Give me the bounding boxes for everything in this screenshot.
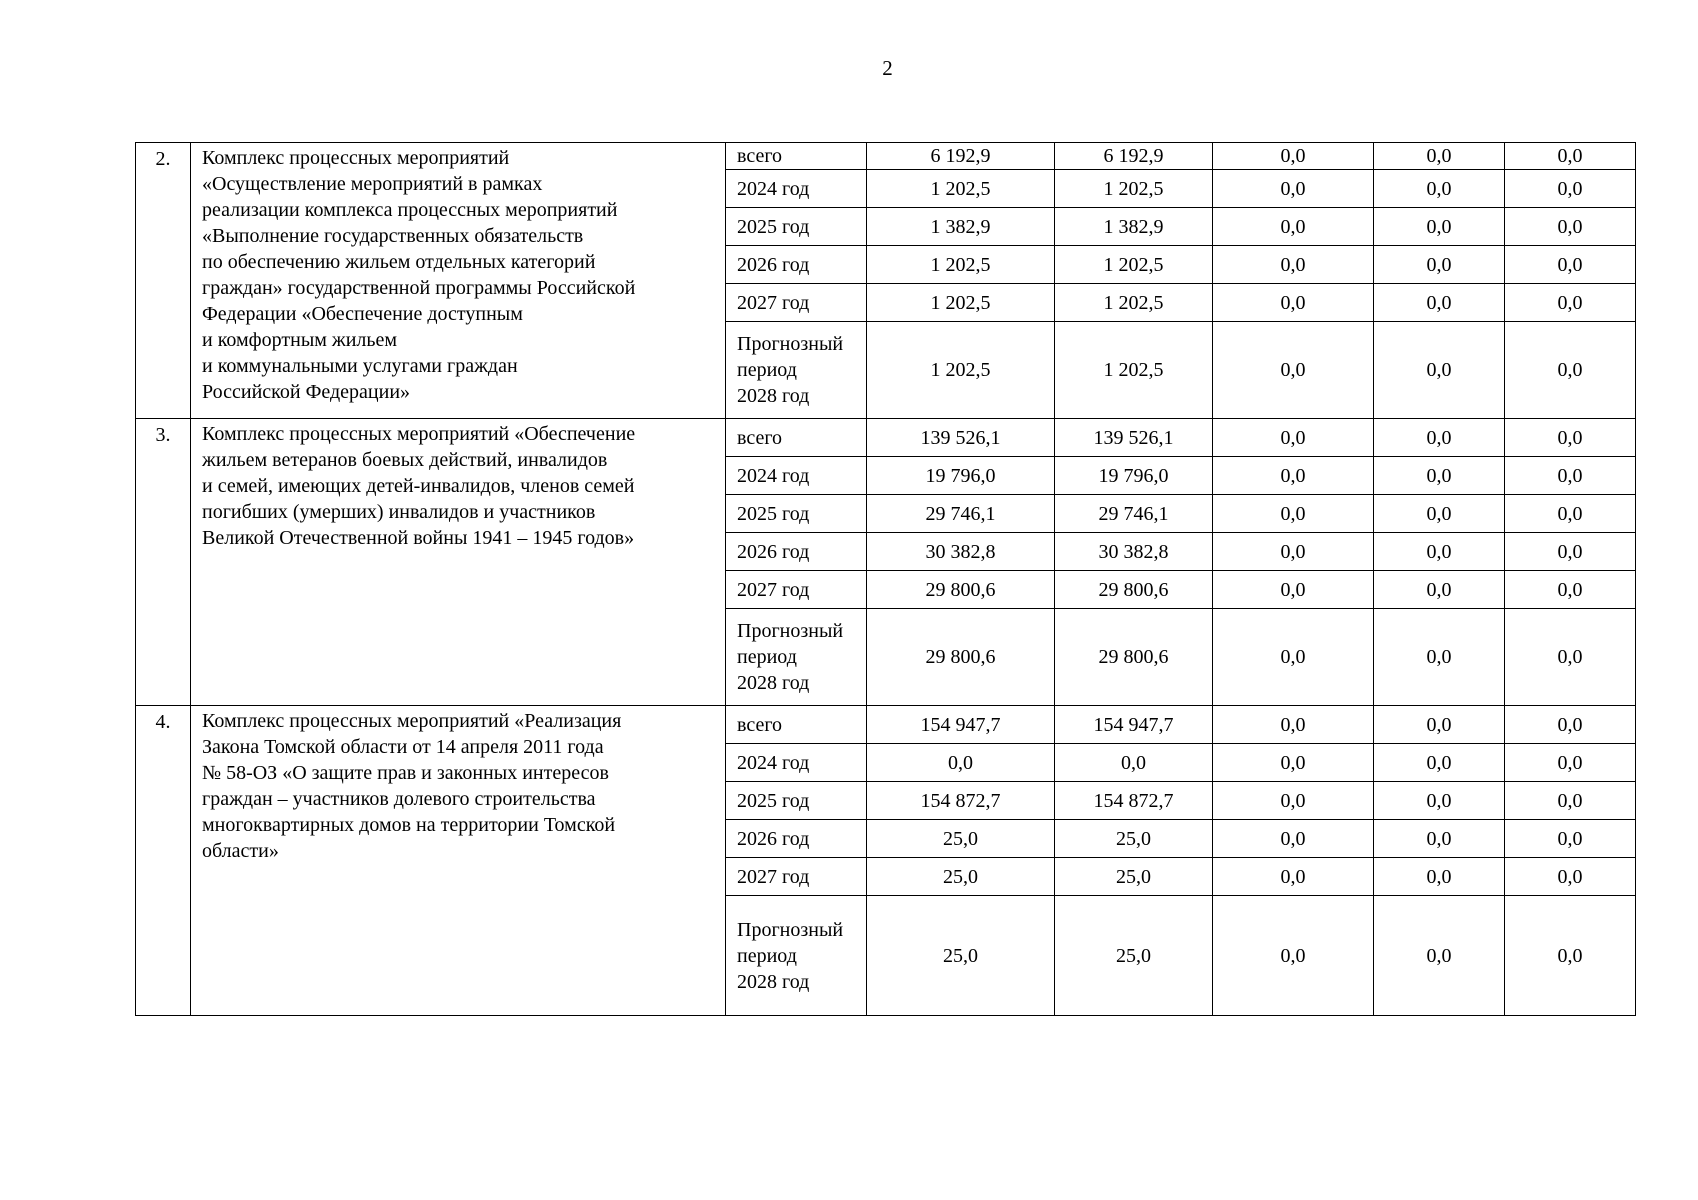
value-cell-2: 25,0 [1055, 896, 1213, 1016]
value-cell-5: 0,0 [1505, 609, 1636, 706]
period-label: 2024 год [726, 744, 867, 782]
value-cell-2: 1 202,5 [1055, 170, 1213, 208]
value-cell-4: 0,0 [1374, 744, 1505, 782]
period-label: всего [726, 419, 867, 457]
value-cell-2: 25,0 [1055, 858, 1213, 896]
value-cell-5: 0,0 [1505, 744, 1636, 782]
value-cell-3: 0,0 [1213, 706, 1374, 744]
value-cell-5: 0,0 [1505, 495, 1636, 533]
value-cell-4: 0,0 [1374, 896, 1505, 1016]
period-label: 2026 год [726, 533, 867, 571]
value-cell-3: 0,0 [1213, 170, 1374, 208]
value-cell-2: 1 202,5 [1055, 246, 1213, 284]
value-cell-3: 0,0 [1213, 322, 1374, 419]
program-number: 3. [136, 419, 191, 706]
value-cell-5: 0,0 [1505, 284, 1636, 322]
value-cell-3: 0,0 [1213, 208, 1374, 246]
program-number: 2. [136, 143, 191, 419]
period-label: 2024 год [726, 170, 867, 208]
value-cell-3: 0,0 [1213, 284, 1374, 322]
period-label: всего [726, 706, 867, 744]
value-cell-2: 154 872,7 [1055, 782, 1213, 820]
value-cell-1: 154 947,7 [867, 706, 1055, 744]
value-cell-5: 0,0 [1505, 571, 1636, 609]
value-cell-4: 0,0 [1374, 284, 1505, 322]
value-cell-5: 0,0 [1505, 820, 1636, 858]
value-cell-4: 0,0 [1374, 208, 1505, 246]
value-cell-2: 6 192,9 [1055, 143, 1213, 170]
period-label: 2026 год [726, 246, 867, 284]
period-label: 2026 год [726, 820, 867, 858]
value-cell-2: 139 526,1 [1055, 419, 1213, 457]
period-label: 2027 год [726, 571, 867, 609]
value-cell-4: 0,0 [1374, 322, 1505, 419]
value-cell-4: 0,0 [1374, 706, 1505, 744]
value-cell-4: 0,0 [1374, 609, 1505, 706]
value-cell-4: 0,0 [1374, 457, 1505, 495]
value-cell-5: 0,0 [1505, 896, 1636, 1016]
period-label: 2027 год [726, 858, 867, 896]
value-cell-2: 1 202,5 [1055, 322, 1213, 419]
table-body [136, 143, 1636, 1016]
value-cell-2: 19 796,0 [1055, 457, 1213, 495]
value-cell-1: 0,0 [867, 744, 1055, 782]
value-cell-5: 0,0 [1505, 706, 1636, 744]
value-cell-5: 0,0 [1505, 143, 1636, 170]
value-cell-2: 29 746,1 [1055, 495, 1213, 533]
value-cell-3: 0,0 [1213, 820, 1374, 858]
value-cell-3: 0,0 [1213, 419, 1374, 457]
value-cell-1: 29 800,6 [867, 609, 1055, 706]
period-label: 2025 год [726, 495, 867, 533]
value-cell-5: 0,0 [1505, 782, 1636, 820]
value-cell-1: 154 872,7 [867, 782, 1055, 820]
value-cell-1: 1 202,5 [867, 246, 1055, 284]
value-cell-4: 0,0 [1374, 533, 1505, 571]
program-row-total [136, 419, 1636, 457]
program-name: Комплекс процессных мероприятий «Обеспечение жильем ветеранов боевых действий, инвалидов и семей, имеющих детей-инвалидов, членов семей погибших (умерших) инвалидов и участников Великой Отечественной войны 1941 – 1945 годов» [191, 419, 726, 706]
value-cell-5: 0,0 [1505, 208, 1636, 246]
value-cell-4: 0,0 [1374, 419, 1505, 457]
value-cell-2: 1 382,9 [1055, 208, 1213, 246]
value-cell-1: 139 526,1 [867, 419, 1055, 457]
value-cell-3: 0,0 [1213, 246, 1374, 284]
value-cell-3: 0,0 [1213, 896, 1374, 1016]
period-label: всего [726, 143, 867, 170]
value-cell-5: 0,0 [1505, 170, 1636, 208]
value-cell-5: 0,0 [1505, 533, 1636, 571]
period-label: Прогнозный период 2028 год [726, 322, 867, 419]
value-cell-3: 0,0 [1213, 782, 1374, 820]
value-cell-4: 0,0 [1374, 820, 1505, 858]
value-cell-5: 0,0 [1505, 858, 1636, 896]
program-number: 4. [136, 706, 191, 1016]
period-label: 2025 год [726, 208, 867, 246]
value-cell-1: 29 800,6 [867, 571, 1055, 609]
value-cell-1: 1 202,5 [867, 284, 1055, 322]
value-cell-4: 0,0 [1374, 246, 1505, 284]
value-cell-3: 0,0 [1213, 609, 1374, 706]
value-cell-2: 25,0 [1055, 820, 1213, 858]
value-cell-2: 154 947,7 [1055, 706, 1213, 744]
value-cell-4: 0,0 [1374, 495, 1505, 533]
value-cell-3: 0,0 [1213, 744, 1374, 782]
value-cell-4: 0,0 [1374, 170, 1505, 208]
program-row-total [136, 706, 1636, 744]
value-cell-5: 0,0 [1505, 322, 1636, 419]
program-name: Комплекс процессных мероприятий «Осуществление мероприятий в рамках реализации комплекса процессных мероприятий «Выполнение государственных обязательств по обеспечению жильем отдельных категорий граждан» государственной программы Российской Федерации «Обеспечение доступным и комфортным жильем и коммунальными услугами граждан Российской Федерации» [191, 143, 726, 419]
value-cell-2: 29 800,6 [1055, 609, 1213, 706]
value-cell-1: 1 202,5 [867, 322, 1055, 419]
value-cell-4: 0,0 [1374, 143, 1505, 170]
value-cell-1: 25,0 [867, 820, 1055, 858]
value-cell-3: 0,0 [1213, 533, 1374, 571]
period-label: 2027 год [726, 284, 867, 322]
value-cell-4: 0,0 [1374, 782, 1505, 820]
value-cell-1: 29 746,1 [867, 495, 1055, 533]
value-cell-3: 0,0 [1213, 495, 1374, 533]
value-cell-2: 0,0 [1055, 744, 1213, 782]
value-cell-2: 29 800,6 [1055, 571, 1213, 609]
budget-table [135, 142, 1636, 1016]
program-row-total [136, 143, 1636, 170]
value-cell-3: 0,0 [1213, 571, 1374, 609]
value-cell-4: 0,0 [1374, 571, 1505, 609]
value-cell-1: 1 202,5 [867, 170, 1055, 208]
period-label: Прогнозный период 2028 год [726, 896, 867, 1016]
value-cell-3: 0,0 [1213, 457, 1374, 495]
value-cell-5: 0,0 [1505, 457, 1636, 495]
value-cell-1: 25,0 [867, 858, 1055, 896]
value-cell-5: 0,0 [1505, 246, 1636, 284]
value-cell-2: 1 202,5 [1055, 284, 1213, 322]
value-cell-1: 25,0 [867, 896, 1055, 1016]
page-number: 2 [882, 56, 893, 80]
value-cell-2: 30 382,8 [1055, 533, 1213, 571]
value-cell-4: 0,0 [1374, 858, 1505, 896]
value-cell-1: 6 192,9 [867, 143, 1055, 170]
value-cell-1: 30 382,8 [867, 533, 1055, 571]
value-cell-3: 0,0 [1213, 858, 1374, 896]
period-label: 2024 год [726, 457, 867, 495]
value-cell-3: 0,0 [1213, 143, 1374, 170]
value-cell-1: 1 382,9 [867, 208, 1055, 246]
period-label: Прогнозный период 2028 год [726, 609, 867, 706]
period-label: 2025 год [726, 782, 867, 820]
program-name: Комплекс процессных мероприятий «Реализация Закона Томской области от 14 апреля 2011 года № 58-ОЗ «О защите прав и законных интересов граждан – участников долевого строительства многоквартирных домов на территории Томской области» [191, 706, 726, 1016]
value-cell-1: 19 796,0 [867, 457, 1055, 495]
value-cell-5: 0,0 [1505, 419, 1636, 457]
